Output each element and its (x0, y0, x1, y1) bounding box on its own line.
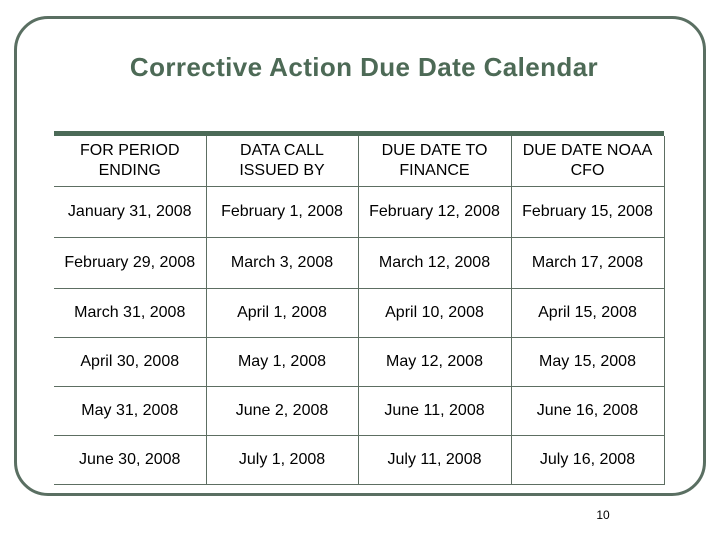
page-number: 10 (596, 508, 610, 522)
table-row (54, 436, 664, 485)
cell-data-call-issued: June 2, 2008 (206, 387, 358, 436)
cell-due-date-finance: March 12, 2008 (358, 238, 511, 289)
table-row (54, 187, 664, 238)
header-due-date-noaa-cfo: DUE DATE NOAA CFO (511, 136, 664, 187)
cell-due-date-finance: February 12, 2008 (358, 187, 511, 238)
cell-data-call-issued: February 1, 2008 (206, 187, 358, 238)
cell-due-date-noaa-cfo: July 16, 2008 (511, 436, 664, 485)
cell-data-call-issued: May 1, 2008 (206, 338, 358, 387)
slide-title: Corrective Action Due Date Calendar (129, 52, 599, 82)
cell-period-ending: June 30, 2008 (54, 436, 206, 485)
table-row (54, 238, 664, 289)
header-data-call-issued: DATA CALL ISSUED BY (206, 136, 358, 187)
cell-due-date-finance: May 12, 2008 (358, 338, 511, 387)
cell-due-date-noaa-cfo: April 15, 2008 (511, 289, 664, 338)
cell-due-date-finance: June 11, 2008 (358, 387, 511, 436)
cell-data-call-issued: April 1, 2008 (206, 289, 358, 338)
cell-period-ending: January 31, 2008 (54, 187, 206, 238)
cell-period-ending: March 31, 2008 (54, 289, 206, 338)
cell-data-call-issued: March 3, 2008 (206, 238, 358, 289)
table-row (54, 289, 664, 338)
cell-period-ending: May 31, 2008 (54, 387, 206, 436)
cell-due-date-noaa-cfo: February 15, 2008 (511, 187, 664, 238)
table-row (54, 387, 664, 436)
cell-due-date-noaa-cfo: March 17, 2008 (511, 238, 664, 289)
cell-period-ending: April 30, 2008 (54, 338, 206, 387)
cell-due-date-noaa-cfo: May 15, 2008 (511, 338, 664, 387)
due-date-table (54, 136, 665, 485)
table-header-row (54, 136, 664, 187)
cell-period-ending: February 29, 2008 (54, 238, 206, 289)
cell-data-call-issued: July 1, 2008 (206, 436, 358, 485)
header-due-date-finance: DUE DATE TO FINANCE (358, 136, 511, 187)
header-period-ending: FOR PERIOD ENDING (54, 136, 206, 187)
table-row (54, 338, 664, 387)
cell-due-date-finance: July 11, 2008 (358, 436, 511, 485)
cell-due-date-noaa-cfo: June 16, 2008 (511, 387, 664, 436)
cell-due-date-finance: April 10, 2008 (358, 289, 511, 338)
